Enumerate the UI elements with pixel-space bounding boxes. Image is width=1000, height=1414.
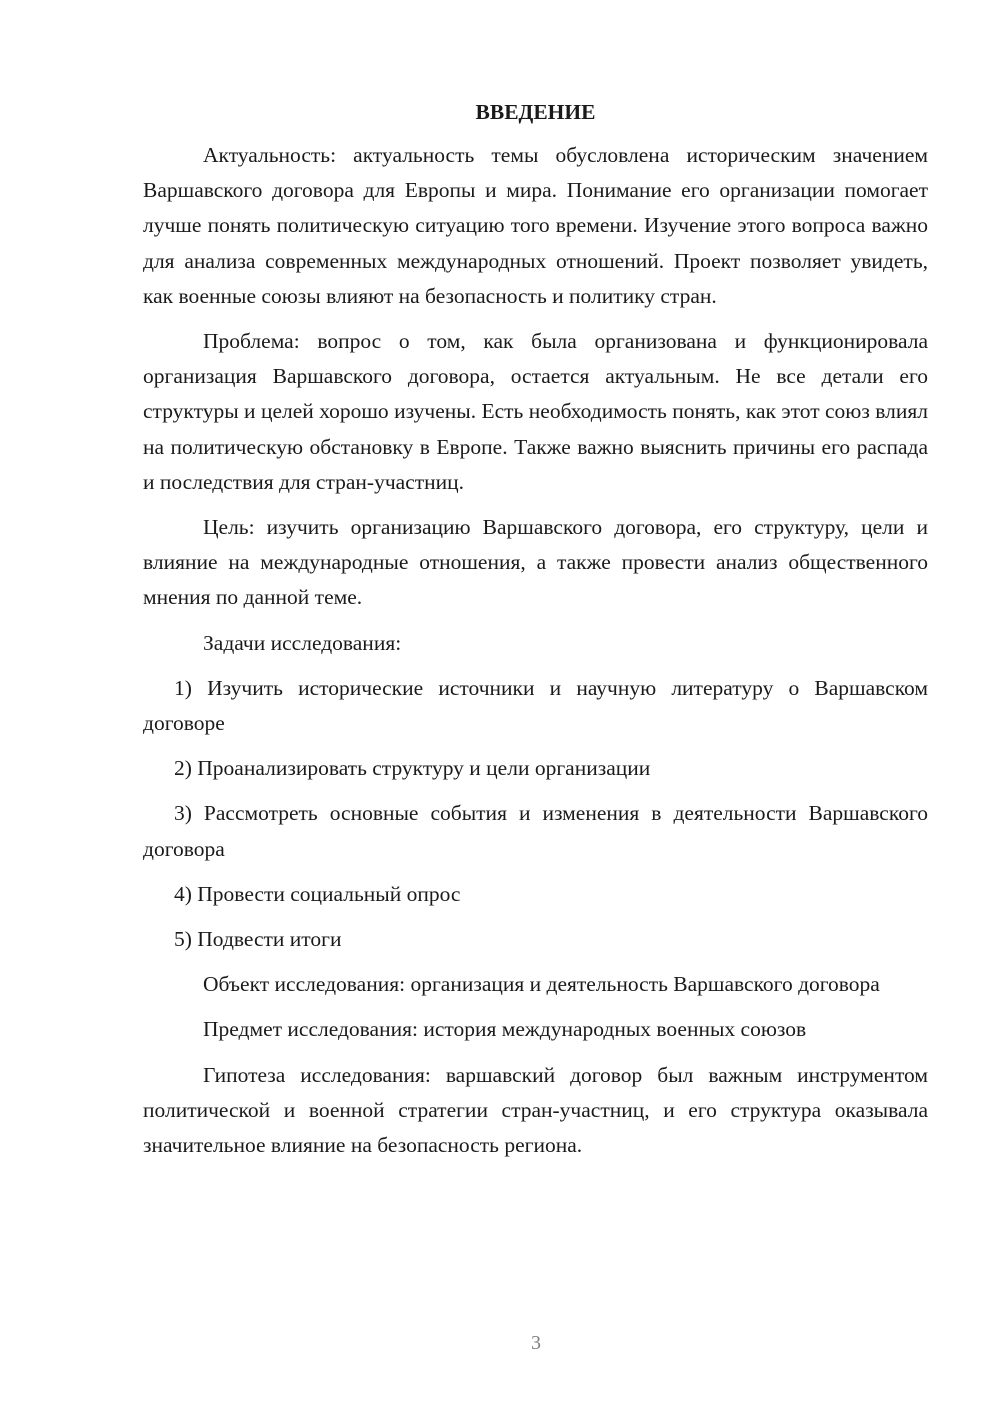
paragraph-goal: Цель: изучить организацию Варшавского договора, его структуру, цели и влияние на международные отношения, а также провести анализ общественного мнения по данной теме. [143, 515, 928, 610]
paragraph-hypothesis: Гипотеза исследования: варшавский договор был важным инструментом политической и военной стратегии стран-участниц, и его структура оказывала значительное влияние на безопасность региона. [143, 1062, 928, 1158]
task-item-5: 5) Подвести итоги [174, 927, 342, 952]
section-title: ВВЕДЕНИЕ [475, 100, 596, 124]
page-number: 3 [531, 1332, 541, 1354]
paragraph-relevance: Актуальность: актуальность темы обусловлена историческим значением Варшавского договора для Европы и мира. Понимание его организации помогает лучше понять политическую ситуацию того времени. Изучение этого вопроса важно для анализа современных международных отношений. Проект позволяет увидеть, как военные союзы влияют на безопасность и политику стран. [143, 143, 928, 308]
paragraph-problem: Проблема: вопрос о том, как была организована и функционировала организация Варшавского договора, остается актуальным. Не все детали его структуры и целей хорошо изучены. Есть необходимость понять, как этот союз влиял на политическую обстановку в Европе. Также важно выяснить причины его распада и последствия для стран-участниц. [143, 329, 928, 494]
paragraph-subject: Предмет исследования: история международных военных союзов [203, 1017, 807, 1042]
tasks-heading: Задачи исследования: [203, 630, 402, 655]
task-item-3: 3) Рассмотреть основные события и изменения в деятельности Варшавского договора [143, 801, 928, 861]
paragraph-object: Объект исследования: организация и деятельность Варшавского договора [203, 972, 880, 997]
task-item-4: 4) Провести социальный опрос [174, 881, 461, 906]
task-item-1: 1) Изучить исторические источники и научную литературу о Варшавском договоре [143, 675, 928, 736]
task-item-2: 2) Проанализировать структуру и цели организации [174, 756, 651, 781]
document-page [143, 96, 928, 1173]
